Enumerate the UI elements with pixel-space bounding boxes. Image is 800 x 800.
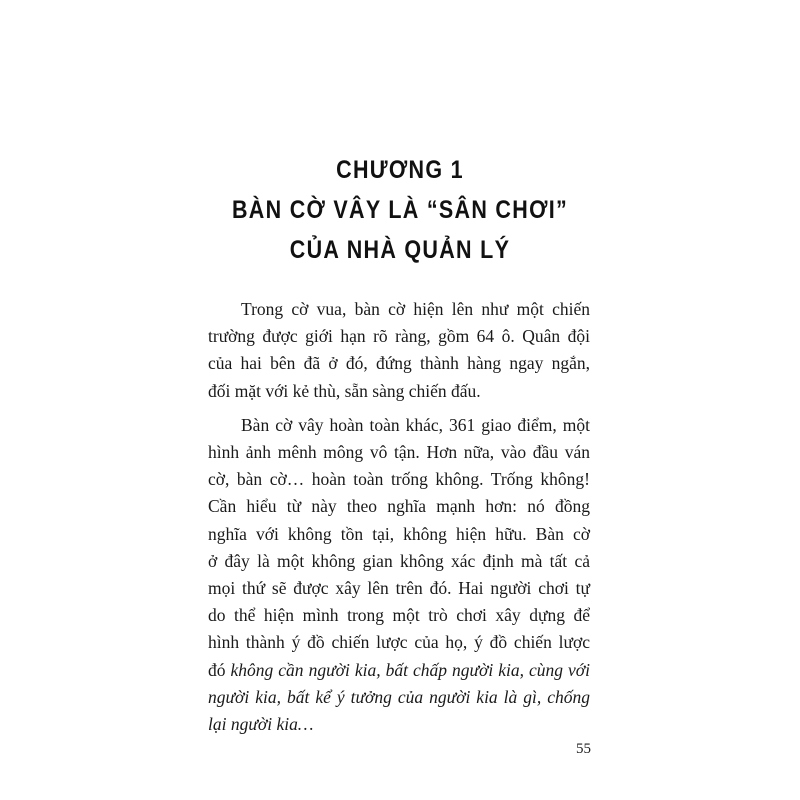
body-text [208,296,590,738]
text-line: Trong cờ vua, bàn cờ hiện lên như một chiến [241,299,590,319]
text-line: mọi thứ sẽ được xây lên trên đó. Hai người chơi tự [208,578,590,599]
text-line: hình ảnh mênh mông vô tận. Hơn nữa, vào đầu ván [208,442,590,463]
text-line: Bàn cờ vây hoàn toàn khác, 361 giao điểm, một [241,414,590,435]
paragraph-1 [208,296,590,405]
text-line: ở đây là một không gian không xác định mà tất cả [208,550,590,571]
chapter-number: CHƯƠNG 1 [336,156,464,184]
paragraph-2 [208,412,590,738]
chapter-heading [0,150,800,270]
chapter-title-line-2: CỦA NHÀ QUẢN LÝ [289,236,511,264]
page-number: 55 [576,741,591,757]
text-line: hình thành ý đồ chiến lược của họ, ý đồ chiến lược [208,632,590,653]
text-plain: đó [208,659,231,680]
text-line-italic: lại người kia… [208,714,314,735]
text-line: cờ, bàn cờ… hoàn toàn trống không. Trống không! [208,469,590,490]
text-line: trường được giới hạn rõ ràng, gồm 64 ô. Quân đội [208,326,590,347]
text-line: đối mặt với kẻ thù, sẵn sàng chiến đấu. [208,380,481,401]
text-line: do thể hiện mình trong một trò chơi xây dựng để [208,605,590,626]
text-line: Cần hiểu từ này theo nghĩa mạnh hơn: nó đồng [208,496,590,517]
text-line-italic: người kia, bất kể ý tưởng của người kia là gì, chống [208,686,590,707]
text-line: của hai bên đã ở đó, đứng thành hàng ngay ngắn, [208,353,590,374]
text-line [208,657,590,684]
text-line: nghĩa với không tồn tại, không hiện hữu. Bàn cờ [208,523,590,544]
text-italic: không cần người kia, bất chấp người kia, cùng với [230,659,591,680]
chapter-title-line-1: BÀN CỜ VÂY LÀ “SÂN CHƠI” [231,196,569,224]
